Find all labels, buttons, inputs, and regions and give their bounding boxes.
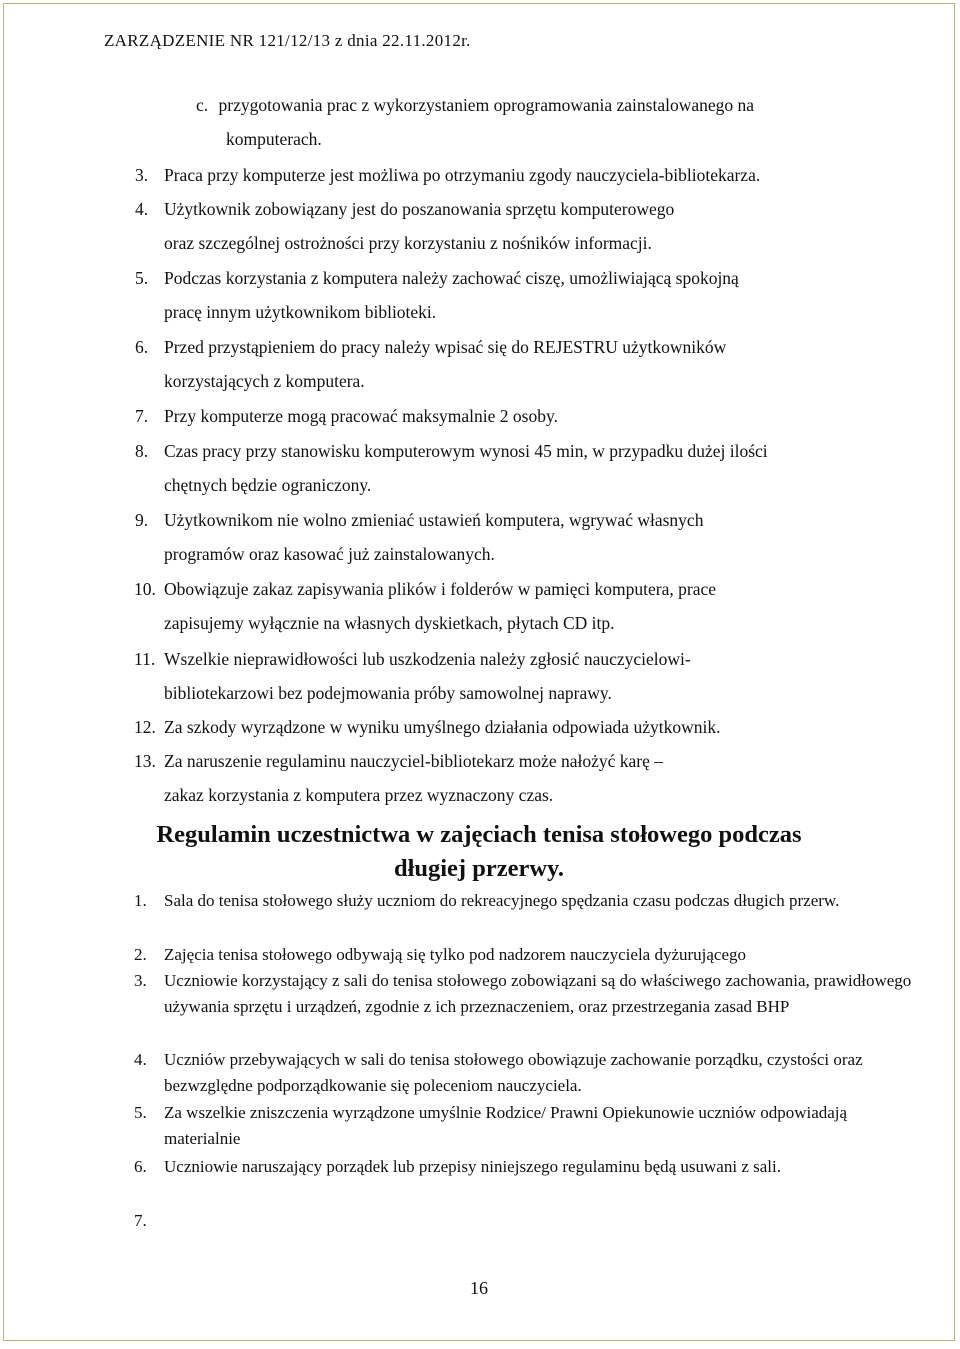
item-number: 6. [135, 337, 149, 357]
item-text: Sala do tenisa stołowego służy uczniom do rekreacyjnego spędzania czasu podczas [164, 891, 730, 910]
section-heading-line2: długiej przerwy. [393, 855, 565, 882]
item-number: 6. [134, 1157, 147, 1176]
item-text: Za naruszenie regulaminu nauczyciel-bibliotekarz może nałożyć karę – [164, 751, 663, 771]
rule-item-13 [134, 750, 914, 807]
tennis-rule-5 [134, 1100, 914, 1152]
item-text: Za szkody wyrządzone w wyniku umyślnego działania odpowiada użytkownik. [164, 717, 721, 737]
item-number: 7. [134, 1211, 147, 1230]
item-text: Praca przy komputerze jest możliwa po otrzymaniu zgody nauczyciela-bibliotekarza. [164, 165, 761, 185]
item-text: oraz szczególnej ostrożności przy korzystaniu z nośników informacji. [164, 233, 652, 253]
tennis-rule-3 [134, 968, 914, 1020]
item-text: Zajęcia tenisa stołowego odbywają się tylko pod nadzorem nauczyciela dyżurującego [164, 945, 747, 964]
item-text: zakaz korzystania z komputera przez wyznaczony czas. [164, 785, 554, 805]
item-number: 13. [134, 751, 156, 771]
item-text: Uczniów przebywających w sali do tenisa stołowego obowiązuje zachowanie [164, 1050, 691, 1069]
subitem-text-cont: komputerach. [226, 129, 322, 149]
item-number: 12. [134, 717, 156, 737]
item-text: Czas pracy przy stanowisku komputerowym wynosi 45 min, w przypadku dużej ilości [164, 441, 768, 461]
item-text: Wszelkie nieprawidłowości lub uszkodzenia należy zgłosić nauczycielowi- [164, 649, 691, 669]
rule-item-7 [135, 405, 914, 428]
item-text: korzystających z komputera. [164, 371, 365, 391]
document-page [3, 3, 955, 1341]
subitem-label: c. [196, 95, 209, 115]
rule-item-8 [135, 440, 914, 497]
item-text: pracę innym użytkownikom biblioteki. [164, 302, 437, 322]
item-text: Użytkownik zobowiązany jest do poszanowania sprzętu komputerowego [164, 199, 675, 219]
tennis-rule-4 [134, 1047, 914, 1099]
page-number: 16 [470, 1278, 488, 1298]
item-number: 7. [135, 406, 149, 426]
rule-item-6 [135, 336, 914, 393]
item-text: programów oraz kasować już zainstalowanych. [164, 544, 495, 564]
rule-item-5 [135, 267, 914, 324]
item-number: 11. [134, 649, 156, 669]
item-number: 9. [135, 510, 149, 530]
item-number: 5. [134, 1103, 147, 1122]
item-text: przeznaczeniem, oraz przestrzegania zasad BHP [460, 997, 790, 1016]
rule-item-12 [134, 716, 914, 739]
rule-item-9 [135, 509, 914, 566]
subitem-c [196, 94, 754, 117]
item-text: Obowiązuje zakaz zapisywania plików i folderów w pamięci komputera, prace [164, 579, 717, 599]
item-number: 8. [135, 441, 149, 461]
item-text: uczniów odpowiadają materialnie [164, 1103, 848, 1148]
item-text: Za wszelkie zniszczenia wyrządzone umyślnie Rodzice/ Prawni Opiekunowie [164, 1103, 695, 1122]
item-number: 3. [134, 971, 147, 990]
tennis-rule-6 [134, 1154, 914, 1180]
item-text: porządku, czystości oraz bezwzględne podporządkowanie się poleceniom nauczyciela. [164, 1050, 863, 1095]
item-text: z sali. [741, 1157, 781, 1176]
rule-item-11 [134, 648, 914, 705]
item-text: zachowania, prawidłowego używania sprzętu i urządzeń, zgodnie z ich [164, 971, 912, 1016]
item-text: Przed przystąpieniem do pracy należy wpisać się do REJESTRU użytkowników [164, 337, 727, 357]
item-number: 1. [134, 891, 147, 910]
tennis-rule-1 [134, 888, 914, 914]
item-number: 5. [135, 268, 149, 288]
tennis-rule-2 [134, 942, 914, 968]
item-number: 4. [135, 199, 149, 219]
item-number: 10. [134, 579, 156, 599]
item-text: Podczas korzystania z komputera należy zachować ciszę, umożliwiającą spokojną [164, 268, 739, 288]
rule-item-4 [135, 198, 914, 255]
section-heading-line1: Regulamin uczestnictwa w zajęciach tenisa stołowego podczas [156, 821, 802, 848]
document-header: ZARZĄDZENIE NR 121/12/13 z dnia 22.11.2012r. [104, 31, 471, 50]
item-text: Przy komputerze mogą pracować maksymalnie 2 osoby. [164, 406, 558, 426]
item-text: długich przerw. [733, 891, 840, 910]
rule-item-10 [134, 578, 914, 635]
item-number: 3. [135, 165, 149, 185]
item-text: bibliotekarzowi bez podejmowania próby samowolnej naprawy. [164, 683, 612, 703]
item-text: chętnych będzie ograniczony. [164, 475, 372, 495]
item-text: Uczniowie korzystający z sali do tenisa stołowego zobowiązani są do właściwego [164, 971, 722, 990]
rule-item-3 [135, 164, 914, 187]
item-number: 2. [134, 945, 147, 964]
item-text: zapisujemy wyłącznie na własnych dyskietkach, płytach CD itp. [164, 613, 615, 633]
subitem-text: przygotowania prac z wykorzystaniem oprogramowania zainstalowanego na [218, 95, 755, 115]
item-text: Uczniowie naruszający porządek lub przepisy niniejszego regulaminu będą usuwani [164, 1157, 738, 1176]
item-number: 4. [134, 1050, 147, 1069]
item-text: Użytkownikom nie wolno zmieniać ustawień komputera, wgrywać własnych [164, 510, 704, 530]
